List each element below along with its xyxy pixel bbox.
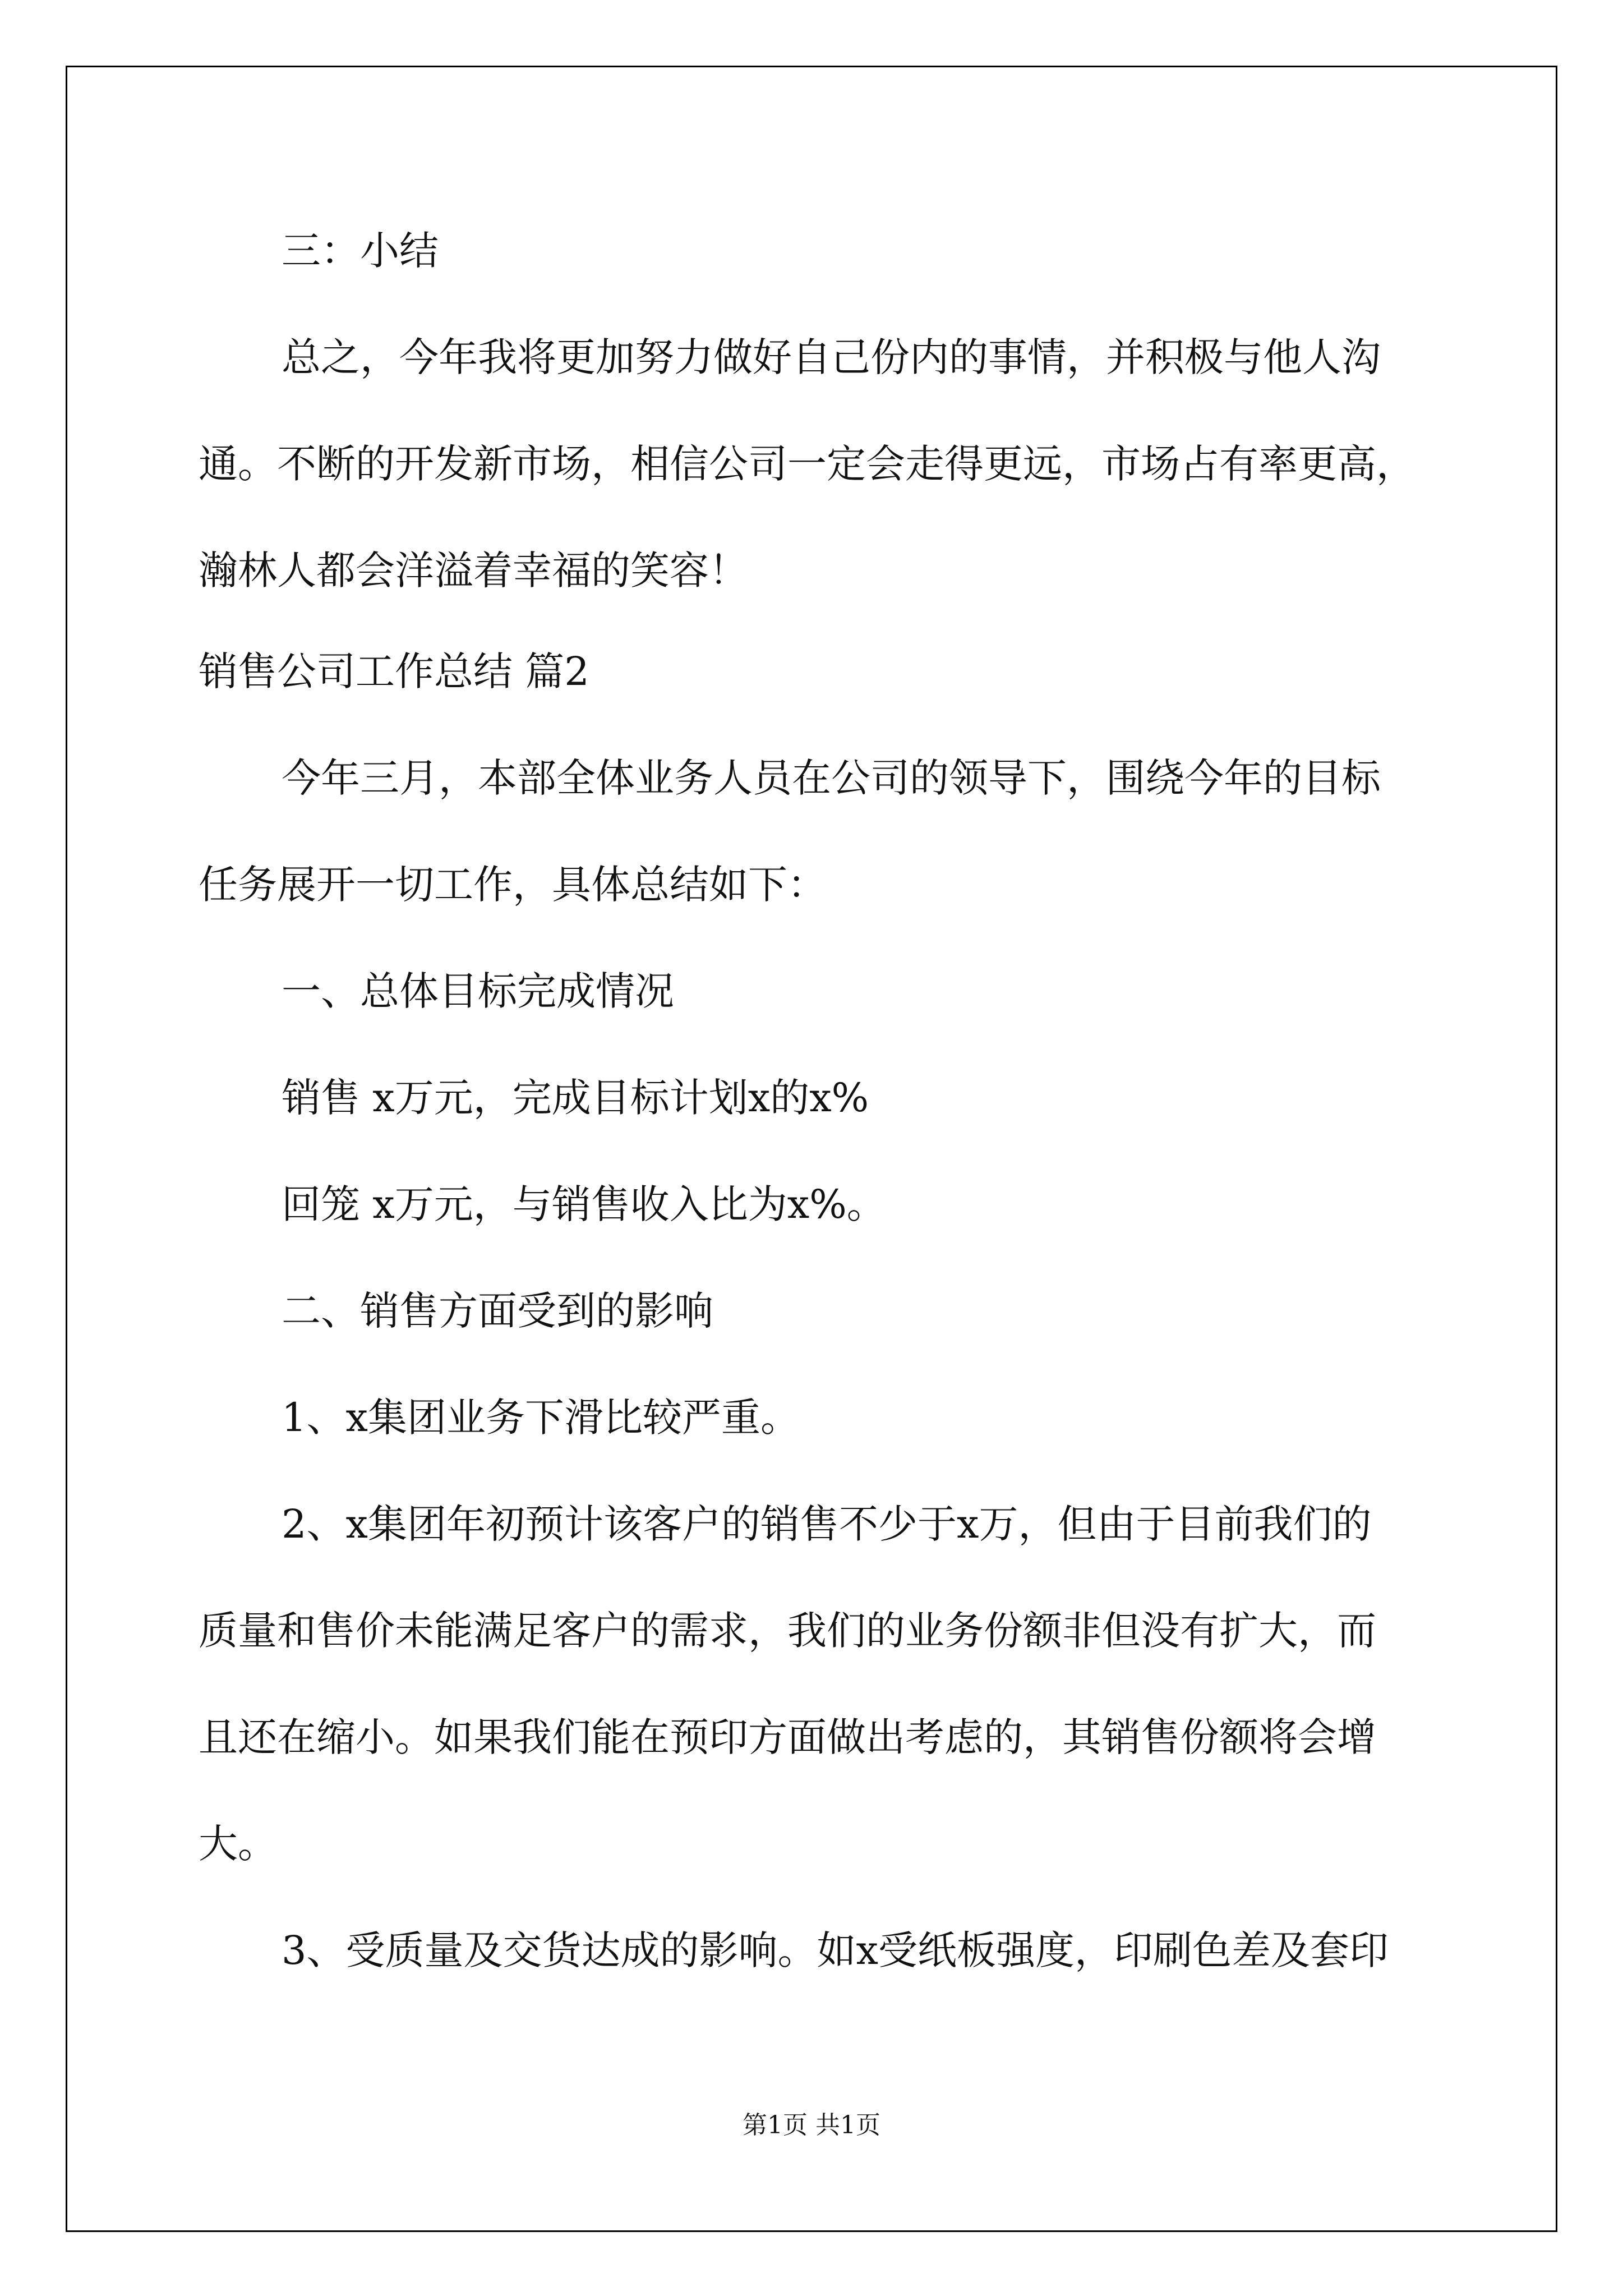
paragraph-line: 任务展开一切工作，具体总结如下：: [199, 862, 827, 908]
section-heading: 二、销售方面受到的影响: [282, 1288, 713, 1334]
paragraph-line: 1、x集团业务下滑比较严重。: [282, 1395, 800, 1441]
page-border: [66, 66, 1557, 2232]
paragraph-line: 3、受质量及交货达成的影响。如x受纸板强度，印刷色差及套印: [282, 1927, 1389, 1973]
paragraph-line: 销售 x万元，完成目标计划x的x%: [282, 1075, 869, 1121]
paragraph-line: 2、x集团年初预计该客户的销售不少于x万，但由于目前我们的: [282, 1501, 1372, 1547]
paragraph-line: 今年三月，本部全体业务人员在公司的领导下，围绕今年的目标: [282, 755, 1381, 801]
paragraph-line: 且还在缩小。如果我们能在预印方面做出考虑的，其销售份额将会增: [199, 1714, 1376, 1760]
paragraph-line: 瀚林人都会洋溢着幸福的笑容！: [199, 547, 748, 593]
section-heading: 一、总体目标完成情况: [282, 968, 674, 1014]
paragraph-line: 通。不断的开发新市场，相信公司一定会走得更远，市场占有率更高，: [199, 441, 1415, 487]
paragraph-line: 总之，今年我将更加努力做好自己份内的事情，并积极与他人沟: [282, 334, 1381, 380]
paragraph-line: 质量和售价未能满足客户的需求，我们的业务份额非但没有扩大，而: [199, 1608, 1376, 1654]
paragraph-line: 回笼 x万元，与销售收入比为x%。: [282, 1181, 886, 1227]
document-title: 销售公司工作总结 篇2: [199, 648, 589, 694]
section-heading-summary: 三：小结: [282, 228, 439, 274]
paragraph-line: 大。: [199, 1821, 277, 1867]
page-footer: 第1页 共1页: [743, 2111, 880, 2139]
